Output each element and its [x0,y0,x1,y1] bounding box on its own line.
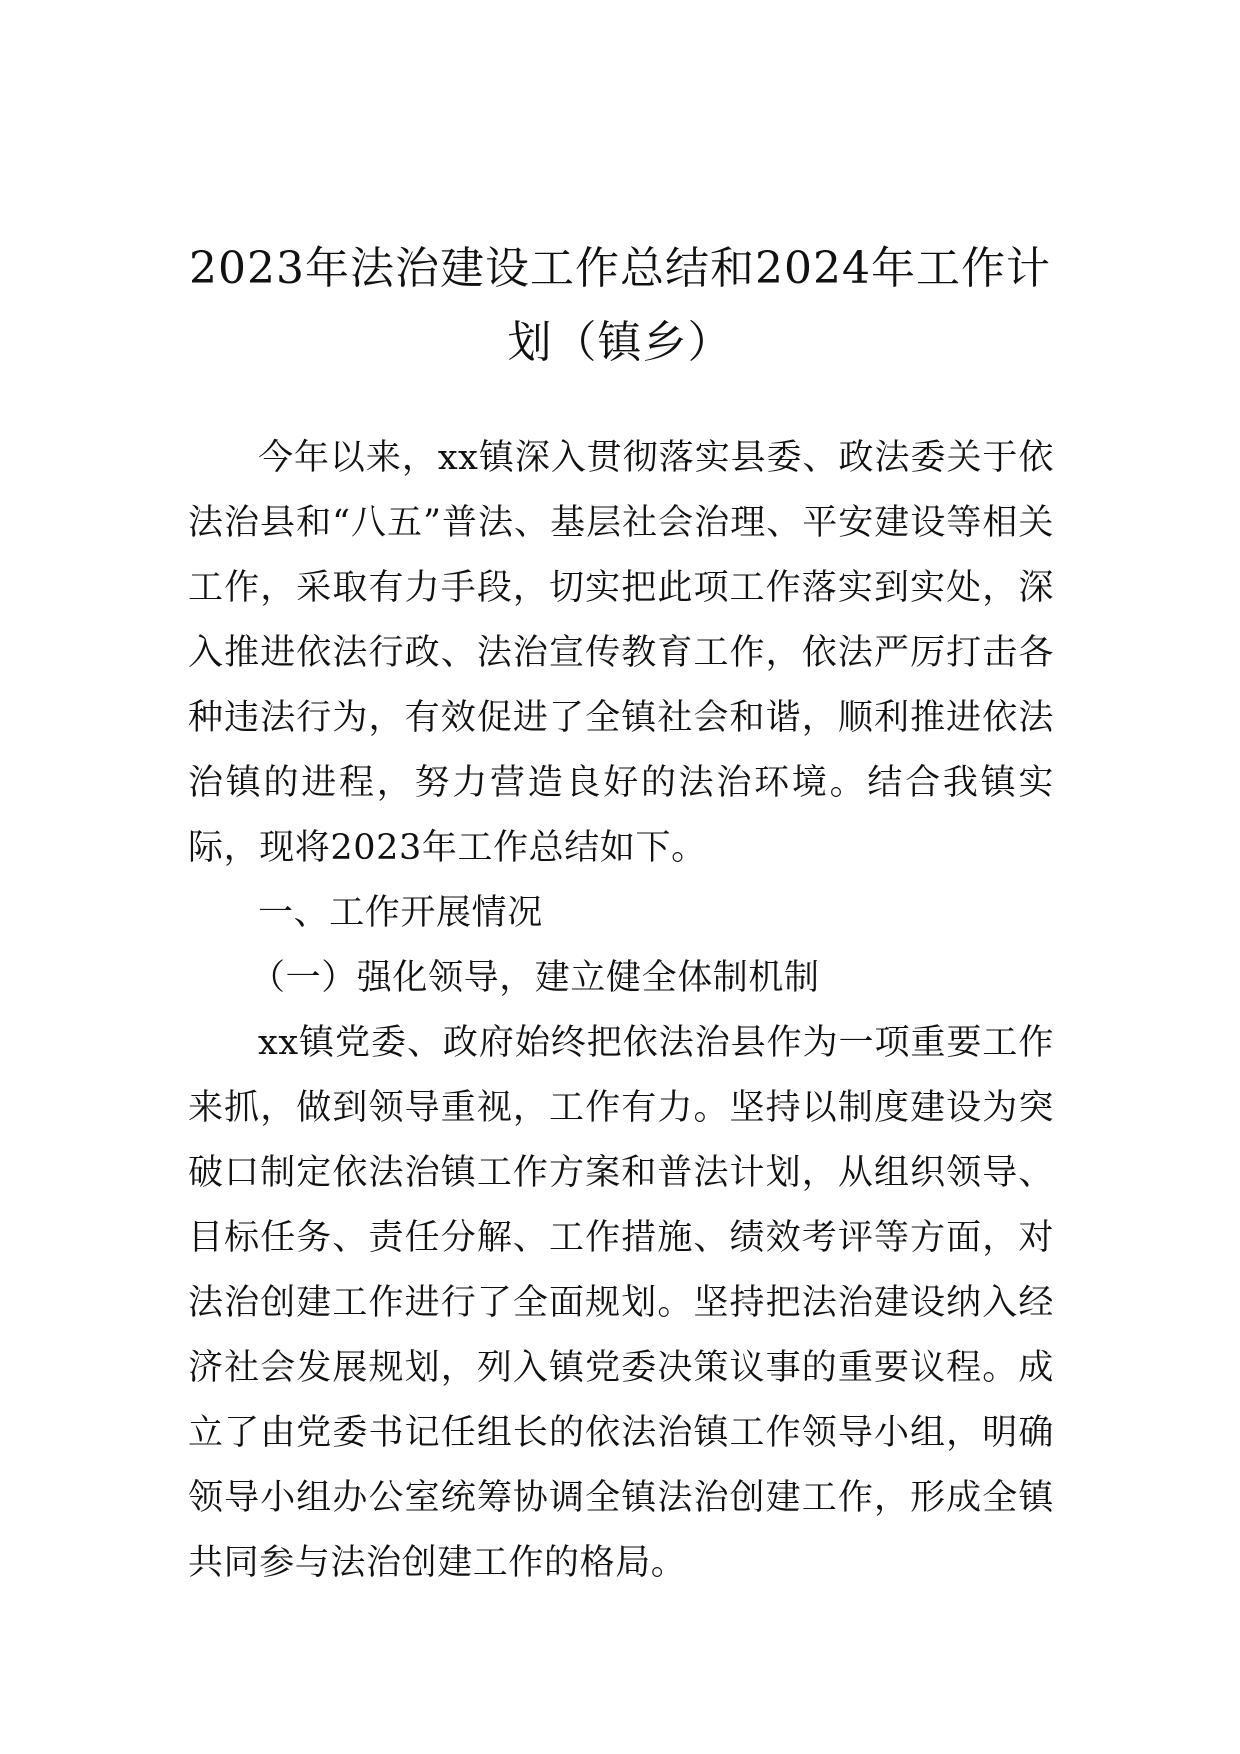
section-heading: 一、工作开展情况 [258,893,543,933]
document-title: 2023年法治建设工作总结和2024年工作计划（镇乡） [189,243,1051,368]
intro-paragraph: 今年以来，xx镇深入贯彻落实县委、政法委关于依法治县和“八五”普法、基层社会治理、平安建设等相关工作，采取有力手段，切实把此项工作落实到实处，深入推进依法行政、法治宣传教育工作，依法严厉打击各种违法行为，有效促进了全镇社会和谐，顺利推进依法治镇的进程，努力营造良好的法治环境。结合我镇实际，现将2023年工作总结如下。 [188,438,1054,868]
subsection-heading: （一）强化领导，建立健全体制机制 [250,958,820,998]
document-body [188,426,1054,1596]
subsection-paragraph: xx镇党委、政府始终把依法治县作为一项重要工作来抓，做到领导重视，工作有力。坚持以制度建设为突破口制定依法治镇工作方案和普法计划，从组织领导、目标任务、责任分解、工作措施、绩效考评等方面，对法治创建工作进行了全面规划。坚持把法治建设纳入经济社会发展规划，列入镇党委决策议事的重要议程。成立了由党委书记任组长的依法治镇工作领导小组，明确领导小组办公室统筹协调全镇法治创建工作，形成全镇共同参与法治创建工作的格局。 [188,1023,1054,1583]
